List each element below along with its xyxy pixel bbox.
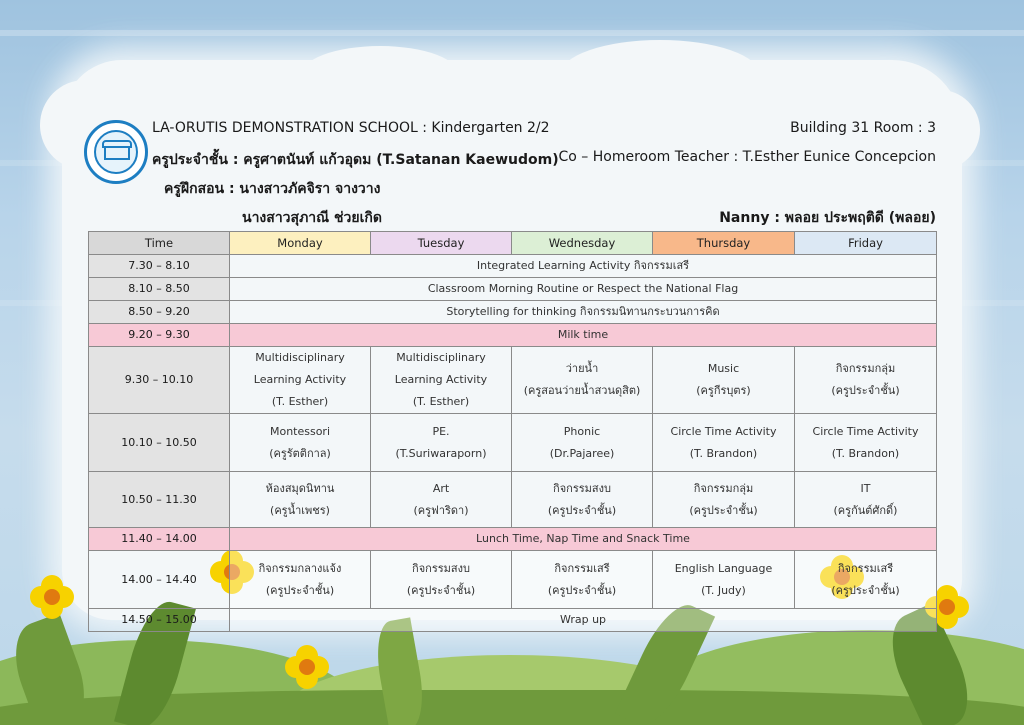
time-cell: 9.20 – 9.30 [89,324,230,347]
nanny-label: Nanny : พลอย ประพฤติดี (พลอย) [719,210,936,226]
activity-cell-tuesday: กิจกรรมสงบ (ครูประจำชั้น) [371,551,512,609]
activity-cell-friday: กิจกรรมกลุ่ม (ครูประจำชั้น) [795,347,937,414]
table-row [89,278,937,301]
time-cell: 8.50 – 9.20 [89,301,230,324]
column-header-friday: Friday [795,232,937,255]
table-row [89,551,937,609]
table-row [89,347,937,414]
flower-icon [285,645,329,689]
activity-cell: Integrated Learning Activity กิจกรรมเสรี [230,255,937,278]
activity-cell-thursday: English Language (T. Judy) [653,551,795,609]
activity-cell-tuesday: Multidisciplinary Learning Activity (T. Esther) [371,347,512,414]
column-header-thursday: Thursday [653,232,795,255]
time-cell: 8.10 – 8.50 [89,278,230,301]
activity-cell: Wrap up [230,609,937,632]
table-header-row [89,232,937,255]
activity-cell-monday: กิจกรรมกลางแจ้ง (ครูประจำชั้น) [230,551,371,609]
activity-cell: Classroom Morning Routine or Respect the National Flag [230,278,937,301]
time-cell: 14.50 – 15.00 [89,609,230,632]
activity-cell: Lunch Time, Nap Time and Snack Time [230,528,937,551]
homeroom-teacher: ครูประจำชั้น : ครูศาตนันท์ แก้วอุดม (T.Satanan Kaewudom) [152,152,559,168]
activity-cell-wednesday: Phonic (Dr.Pajaree) [512,414,653,472]
activity-cell: Storytelling for thinking กิจกรรมนิทานกระบวนการคิด [230,301,937,324]
activity-cell-tuesday: Art (ครูฟาริดา) [371,472,512,528]
column-header-monday: Monday [230,232,371,255]
table-row [89,301,937,324]
table-row [89,414,937,472]
logo-emblem [94,130,138,174]
cloud-shape [560,40,760,110]
column-header-wednesday: Wednesday [512,232,653,255]
time-cell: 10.50 – 11.30 [89,472,230,528]
column-header-time: Time [89,232,230,255]
school-logo [84,120,148,184]
cloud-shape [300,46,460,106]
flower-icon [30,575,74,619]
activity-cell-friday: Circle Time Activity (T. Brandon) [795,414,937,472]
column-header-tuesday: Tuesday [371,232,512,255]
room-label: Building 31 Room : 3 [790,120,936,136]
trainee-teacher-2: นางสาวสุภาณี ช่วยเกิด [242,210,382,226]
activity-cell-wednesday: กิจกรรมเสรี (ครูประจำชั้น) [512,551,653,609]
sky-texture [0,30,1024,36]
table-row [89,528,937,551]
activity-cell-friday: กิจกรรมเสรี (ครูประจำชั้น) [795,551,937,609]
time-cell: 14.00 – 14.40 [89,551,230,609]
time-cell: 9.30 – 10.10 [89,347,230,414]
activity-cell-friday: IT (ครูกันต์ศักดิ์) [795,472,937,528]
table-row [89,255,937,278]
trainee-teacher: ครูฝึกสอน : นางสาวภัคจิรา จางวาง [164,181,381,197]
table-row [89,609,937,632]
timetable [88,231,937,632]
time-cell: 7.30 – 8.10 [89,255,230,278]
activity-cell-monday: Multidisciplinary Learning Activity (T. Esther) [230,347,371,414]
activity-cell-wednesday: กิจกรรมสงบ (ครูประจำชั้น) [512,472,653,528]
time-cell: 10.10 – 10.50 [89,414,230,472]
activity-cell-monday: ห้องสมุดนิทาน (ครูน้ำเพชร) [230,472,371,528]
activity-cell-thursday: Circle Time Activity (T. Brandon) [653,414,795,472]
schedule-header [84,118,944,228]
school-title: LA-ORUTIS DEMONSTRATION SCHOOL : Kindergarten 2/2 [152,120,550,136]
activity-cell-thursday: กิจกรรมกลุ่ม (ครูประจำชั้น) [653,472,795,528]
time-cell: 11.40 – 14.00 [89,528,230,551]
co-homeroom-teacher: Co – Homeroom Teacher : T.Esther Eunice Concepcion [558,149,936,165]
table-row [89,472,937,528]
activity-cell: Milk time [230,324,937,347]
activity-cell-monday: Montessori (ครูรัตติกาล) [230,414,371,472]
activity-cell-wednesday: ว่ายน้ำ (ครูสอนว่ายน้ำสวนดุสิต) [512,347,653,414]
activity-cell-thursday: Music (ครูกีรบุตร) [653,347,795,414]
activity-cell-tuesday: PE. (T.Suriwaraporn) [371,414,512,472]
table-row [89,324,937,347]
